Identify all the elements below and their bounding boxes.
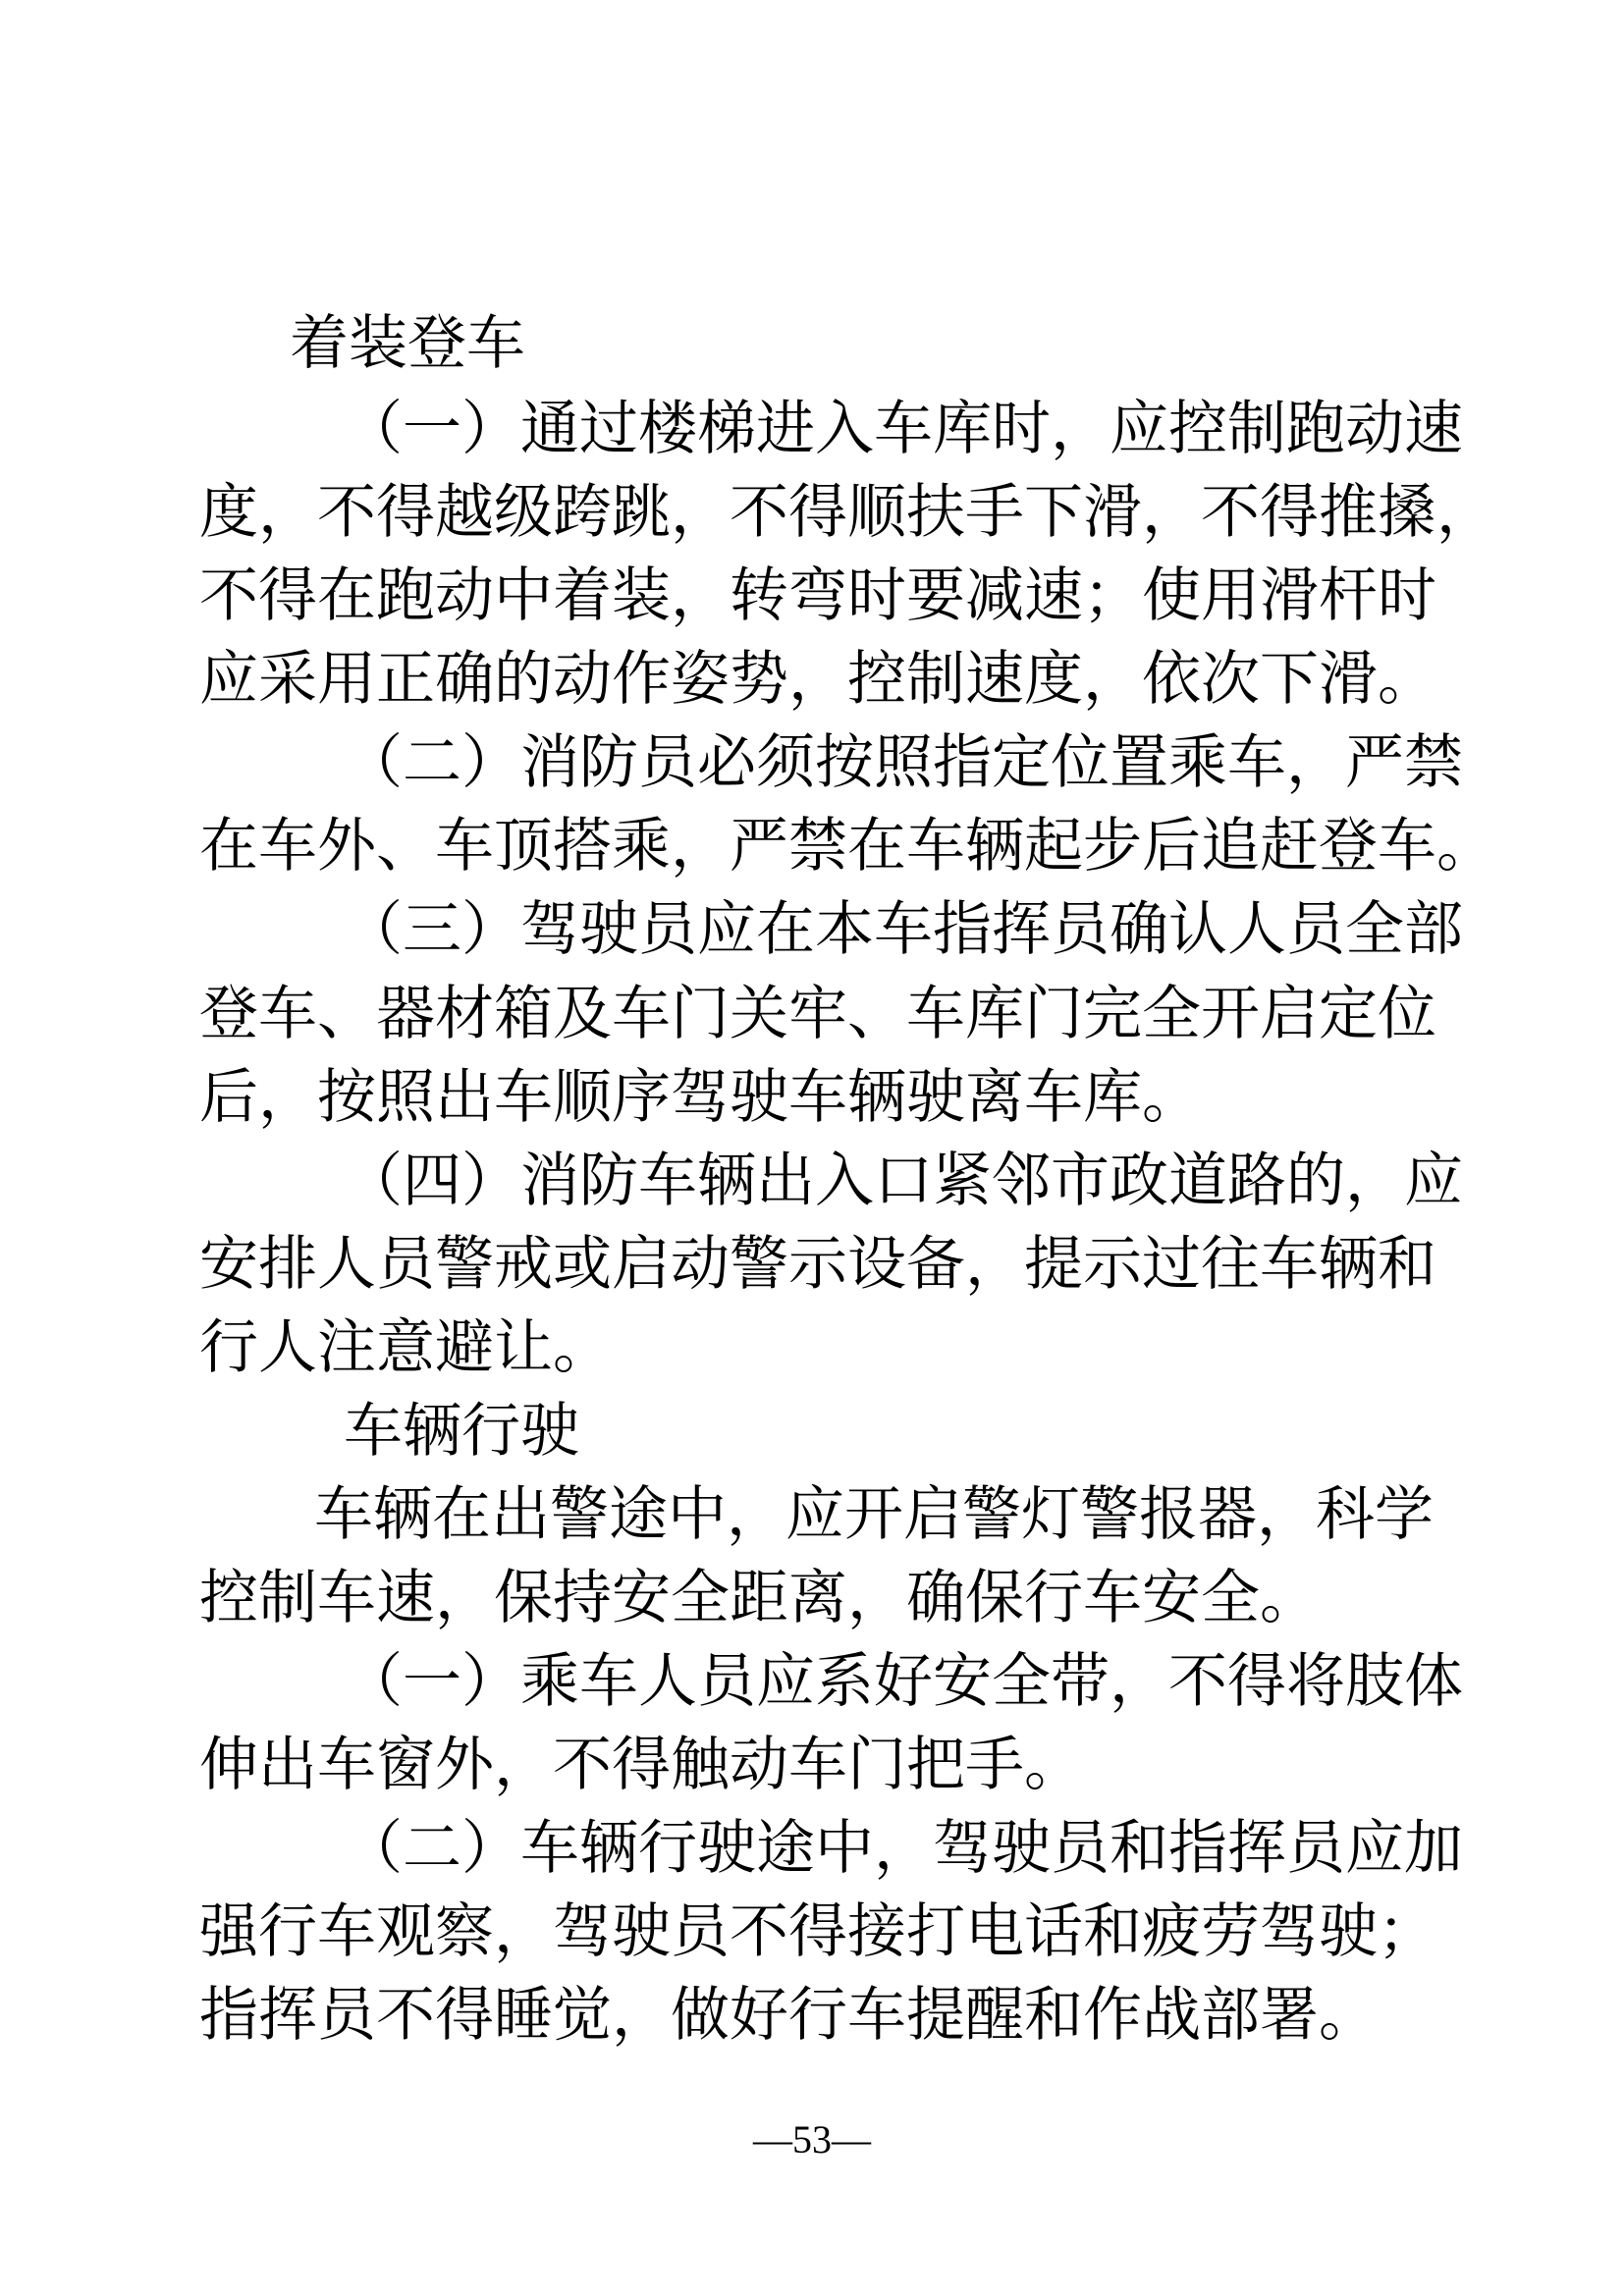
paragraph-line: 强行车观察，驾驶员不得接打电话和疲劳驾驶； xyxy=(199,1897,1436,1966)
paragraph-line: （一）乘车人员应系好安全带，不得将肢体 xyxy=(344,1647,1463,1716)
paragraph-line: 安排人员警戒或启动警示设备，提示过往车辆和 xyxy=(199,1230,1436,1299)
paragraph-line: 后，按照出车顺序驾驶车辆驶离车库。 xyxy=(199,1063,1201,1132)
paragraph-line: 登车、器材箱及车门关牢、车库门完全开启定位 xyxy=(199,980,1436,1048)
paragraph-line: （四）消防车辆出入口紧邻市政道路的，应 xyxy=(344,1147,1463,1215)
section-heading-boarding: 着装登车 xyxy=(290,309,525,378)
paragraph-line: （一）通过楼梯进入车库时，应控制跑动速 xyxy=(344,395,1463,463)
section-heading-driving: 车辆行驶 xyxy=(344,1397,579,1466)
paragraph-line: 伸出车窗外，不得触动车门把手。 xyxy=(199,1731,1083,1799)
paragraph-line: 应采用正确的动作姿势，控制速度，依次下滑。 xyxy=(199,645,1436,714)
paragraph-line: 不得在跑动中着装，转弯时要减速；使用滑杆时 xyxy=(199,561,1436,630)
paragraph-line: 行人注意避让。 xyxy=(199,1313,612,1382)
paragraph-line: 控制车速，保持安全距离，确保行车安全。 xyxy=(199,1564,1319,1632)
paragraph-line: （二）消防员必须按照指定位置乘车，严禁 xyxy=(344,728,1463,797)
paragraph-line: （三）驾驶员应在本车指挥员确认人员全部 xyxy=(344,895,1463,964)
paragraph-line: 车辆在出警途中，应开启警灯警报器，科学 xyxy=(314,1480,1434,1549)
paragraph-line: （二）车辆行驶途中，驾驶员和指挥员应加 xyxy=(344,1814,1463,1883)
page-number: —53— xyxy=(753,2117,871,2162)
paragraph-line: 在车外、车顶搭乘，严禁在车辆起步后追赶登车。 xyxy=(199,812,1495,881)
paragraph-line: 度，不得越级跨跳，不得顺扶手下滑，不得推搡， xyxy=(199,478,1495,547)
paragraph-line: 指挥员不得睡觉，做好行车提醒和作战部署。 xyxy=(199,1981,1378,2050)
